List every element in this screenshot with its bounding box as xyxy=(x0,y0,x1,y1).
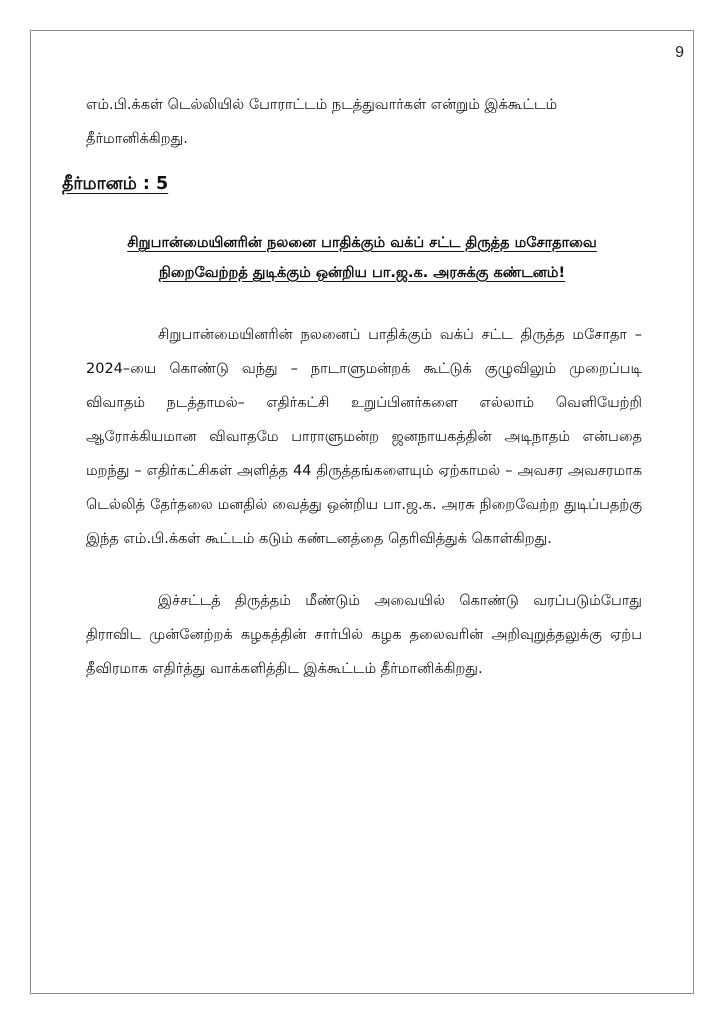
paragraph-2: இச்சட்டத் திருத்தம் மீண்டும் அவையில் கொண்டு வரப்படும்போது திராவிட முன்னேற்றக் கழகத்தின் சார்பில் கழக தலைவரின் அறிவுறுத்தலுக்கு ஏற்ப தீவிரமாக எதிர்த்து வாக்களித்திட இக்கூட்டம் தீர்மானிக்கிறது. xyxy=(86,593,642,677)
resolution-title-line: சிறுபான்மையினரின் நலனை பாதிக்கும் வக்ப் சட்ட திருத்த மசோதாவை xyxy=(127,235,597,251)
resolution-heading: தீர்மானம் : 5 xyxy=(62,174,169,194)
intro-line: தீர்மானிக்கிறது. xyxy=(86,131,188,147)
page-number: 9 xyxy=(675,44,684,61)
resolution-title-line: நிறைவேற்றத் துடிக்கும் ஒன்றிய பா.ஜ.க. அரசுக்கு கண்டனம்! xyxy=(158,265,566,281)
body-paragraphs xyxy=(86,318,642,686)
paragraph-1: சிறுபான்மையினரின் நலனைப் பாதிக்கும் வக்ப் சட்ட திருத்த மசோதா – 2024–யை கொண்டு வந்து – நாடாளுமன்றக் கூட்டுக் குழுவிலும் முறைப்படி விவாதம் நடத்தாமல்– எதிர்கட்சி உறுப்பினர்களை எல்லாம் வெளியேற்றி ஆரோக்கியமான விவாதமே பாராளுமன்ற ஜனநாயகத்தின் அடிநாதம் என்பதை மறந்து – எதிர்கட்சிகள் அளித்த 44 திருத்தங்களையும் ஏற்காமல் – அவசர அவசரமாக டெல்லித் தேர்தலை மனதில் வைத்து ஒன்றிய பா.ஜ.க. அரசு நிறைவேற்ற துடிப்பதற்கு இந்த எம்.பி.க்கள் கூட்டம் கடும் கண்டனத்தை தெரிவித்துக் கொள்கிறது. xyxy=(86,327,642,547)
resolution-title xyxy=(40,228,684,288)
intro-line: எம்.பி.க்கள் டெல்லியில் போராட்டம் நடத்துவார்கள் என்றும் இக்கூட்டம் xyxy=(86,97,558,113)
intro-text xyxy=(86,88,642,156)
